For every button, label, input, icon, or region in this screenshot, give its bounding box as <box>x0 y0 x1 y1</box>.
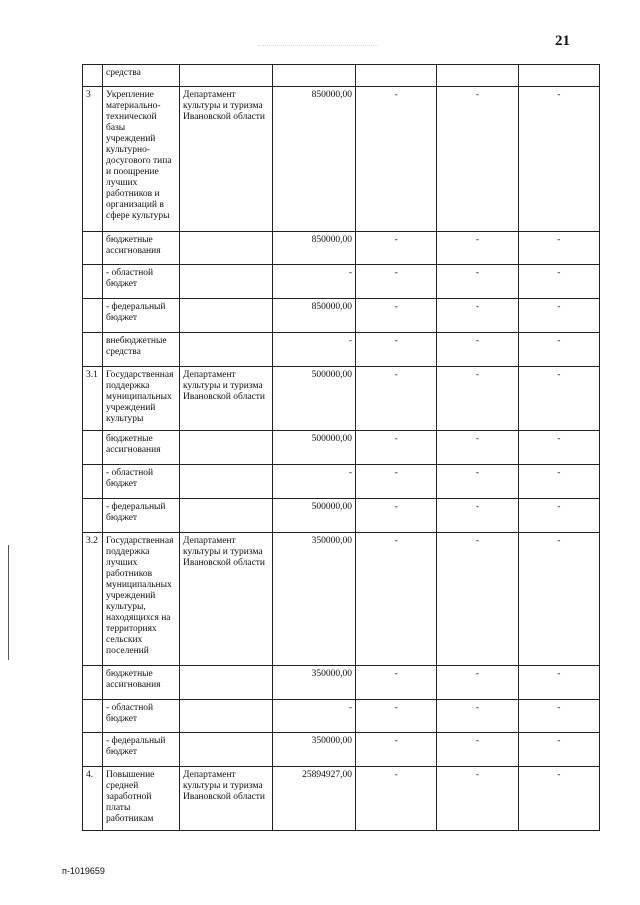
executor-cell <box>180 431 273 465</box>
row-number-cell: 3 <box>83 87 103 232</box>
executor-cell <box>180 65 273 87</box>
table-row <box>83 533 600 666</box>
page-number: 21 <box>555 33 570 49</box>
year-value-cell: - <box>437 431 518 465</box>
activity-name-cell: - областной бюджет <box>103 700 180 733</box>
year-value-cell: - <box>356 333 437 367</box>
year-value-cell: - <box>518 431 599 465</box>
activity-name-cell: - федеральный бюджет <box>103 499 180 533</box>
year-value-cell: - <box>356 367 437 431</box>
activity-name-cell: средства <box>103 65 180 87</box>
row-number-cell <box>83 299 103 333</box>
row-number-cell <box>83 232 103 265</box>
amount-cell: - <box>273 465 356 499</box>
year-value-cell: - <box>518 333 599 367</box>
year-value-cell: - <box>356 767 437 831</box>
table-row <box>83 87 600 232</box>
document-code: п-1019659 <box>62 866 105 876</box>
executor-cell: Департамент культуры и туризма Ивановской области <box>180 87 273 232</box>
amount-cell: 350000,00 <box>273 733 356 767</box>
executor-cell <box>180 733 273 767</box>
year-value-cell: - <box>356 465 437 499</box>
executor-cell <box>180 499 273 533</box>
row-number-cell <box>83 499 103 533</box>
row-number-cell <box>83 65 103 87</box>
year-value-cell: - <box>518 499 599 533</box>
amount-cell: 850000,00 <box>273 299 356 333</box>
table-row <box>83 666 600 700</box>
table-row <box>83 767 600 831</box>
amount-cell: 850000,00 <box>273 232 356 265</box>
amount-cell: - <box>273 700 356 733</box>
year-value-cell: - <box>437 232 518 265</box>
year-value-cell: - <box>356 232 437 265</box>
year-value-cell: - <box>356 265 437 299</box>
activity-name-cell: - федеральный бюджет <box>103 733 180 767</box>
activity-name-cell: внебюджетные средства <box>103 333 180 367</box>
table-row <box>83 367 600 431</box>
year-value-cell <box>356 65 437 87</box>
activity-name-cell: бюджетные ассигнования <box>103 232 180 265</box>
row-number-cell: 4. <box>83 767 103 831</box>
executor-cell: Департамент культуры и туризма Ивановской области <box>180 767 273 831</box>
year-value-cell: - <box>518 700 599 733</box>
row-number-cell: 3.1 <box>83 367 103 431</box>
executor-cell: Департамент культуры и туризма Ивановской области <box>180 367 273 431</box>
table-row <box>83 299 600 333</box>
table-row <box>83 65 600 87</box>
year-value-cell: - <box>437 333 518 367</box>
executor-cell <box>180 299 273 333</box>
year-value-cell: - <box>437 465 518 499</box>
table-row <box>83 232 600 265</box>
year-value-cell: - <box>518 465 599 499</box>
activity-name-cell: - областной бюджет <box>103 265 180 299</box>
year-value-cell: - <box>437 499 518 533</box>
executor-cell <box>180 333 273 367</box>
year-value-cell: - <box>356 299 437 333</box>
year-value-cell: - <box>518 265 599 299</box>
year-value-cell: - <box>518 767 599 831</box>
table-row <box>83 733 600 767</box>
year-value-cell: - <box>356 533 437 666</box>
year-value-cell <box>518 65 599 87</box>
executor-cell <box>180 232 273 265</box>
row-number-cell <box>83 733 103 767</box>
year-value-cell: - <box>356 666 437 700</box>
year-value-cell: - <box>437 367 518 431</box>
year-value-cell: - <box>437 767 518 831</box>
budget-table <box>82 64 600 831</box>
table-row <box>83 265 600 299</box>
executor-cell: Департамент культуры и туризма Ивановской области <box>180 533 273 666</box>
row-number-cell <box>83 465 103 499</box>
year-value-cell: - <box>518 666 599 700</box>
row-number-cell <box>83 333 103 367</box>
year-value-cell: - <box>518 232 599 265</box>
amount-cell: 850000,00 <box>273 87 356 232</box>
amount-cell: 500000,00 <box>273 499 356 533</box>
year-value-cell: - <box>356 700 437 733</box>
year-value-cell: - <box>437 700 518 733</box>
table-row <box>83 499 600 533</box>
activity-name-cell: бюджетные ассигнования <box>103 666 180 700</box>
row-number-cell <box>83 666 103 700</box>
amount-cell: 350000,00 <box>273 533 356 666</box>
activity-name-cell: - областной бюджет <box>103 465 180 499</box>
activity-name-cell: Повышение средней заработной платы работникам <box>103 767 180 831</box>
amount-cell: 25894927,00 <box>273 767 356 831</box>
year-value-cell: - <box>437 299 518 333</box>
budget-table-body <box>83 65 600 831</box>
year-value-cell: - <box>518 299 599 333</box>
year-value-cell: - <box>437 533 518 666</box>
year-value-cell: - <box>356 87 437 232</box>
year-value-cell: - <box>518 733 599 767</box>
year-value-cell <box>437 65 518 87</box>
row-number-cell <box>83 265 103 299</box>
amount-cell: 350000,00 <box>273 666 356 700</box>
activity-name-cell: Государственная поддержка лучших работников муниципальных учреждений культуры, находящихся на территориях сельских поселений <box>103 533 180 666</box>
executor-cell <box>180 465 273 499</box>
executor-cell <box>180 700 273 733</box>
amount-cell <box>273 65 356 87</box>
year-value-cell: - <box>356 431 437 465</box>
amount-cell: 500000,00 <box>273 431 356 465</box>
amount-cell: - <box>273 333 356 367</box>
amount-cell: - <box>273 265 356 299</box>
table-row <box>83 333 600 367</box>
amount-cell: 500000,00 <box>273 367 356 431</box>
year-value-cell: - <box>437 733 518 767</box>
year-value-cell: - <box>437 666 518 700</box>
year-value-cell: - <box>437 87 518 232</box>
activity-name-cell: бюджетные ассигнования <box>103 431 180 465</box>
year-value-cell: - <box>518 87 599 232</box>
scan-artifact <box>258 45 378 50</box>
row-number-cell: 3.2 <box>83 533 103 666</box>
executor-cell <box>180 265 273 299</box>
activity-name-cell: Государственная поддержка муниципальных учреждений культуры <box>103 367 180 431</box>
table-row <box>83 431 600 465</box>
year-value-cell: - <box>356 499 437 533</box>
activity-name-cell: Укрепление материально-технической базы учреждений культурно-досугового типа и поощрение лучших работников и организаций в сфере культуры <box>103 87 180 232</box>
year-value-cell: - <box>356 733 437 767</box>
year-value-cell: - <box>518 367 599 431</box>
table-row <box>83 465 600 499</box>
year-value-cell: - <box>437 265 518 299</box>
year-value-cell: - <box>518 533 599 666</box>
executor-cell <box>180 666 273 700</box>
activity-name-cell: - федеральный бюджет <box>103 299 180 333</box>
row-number-cell <box>83 700 103 733</box>
table-row <box>83 700 600 733</box>
scan-margin-line <box>8 545 9 660</box>
row-number-cell <box>83 431 103 465</box>
